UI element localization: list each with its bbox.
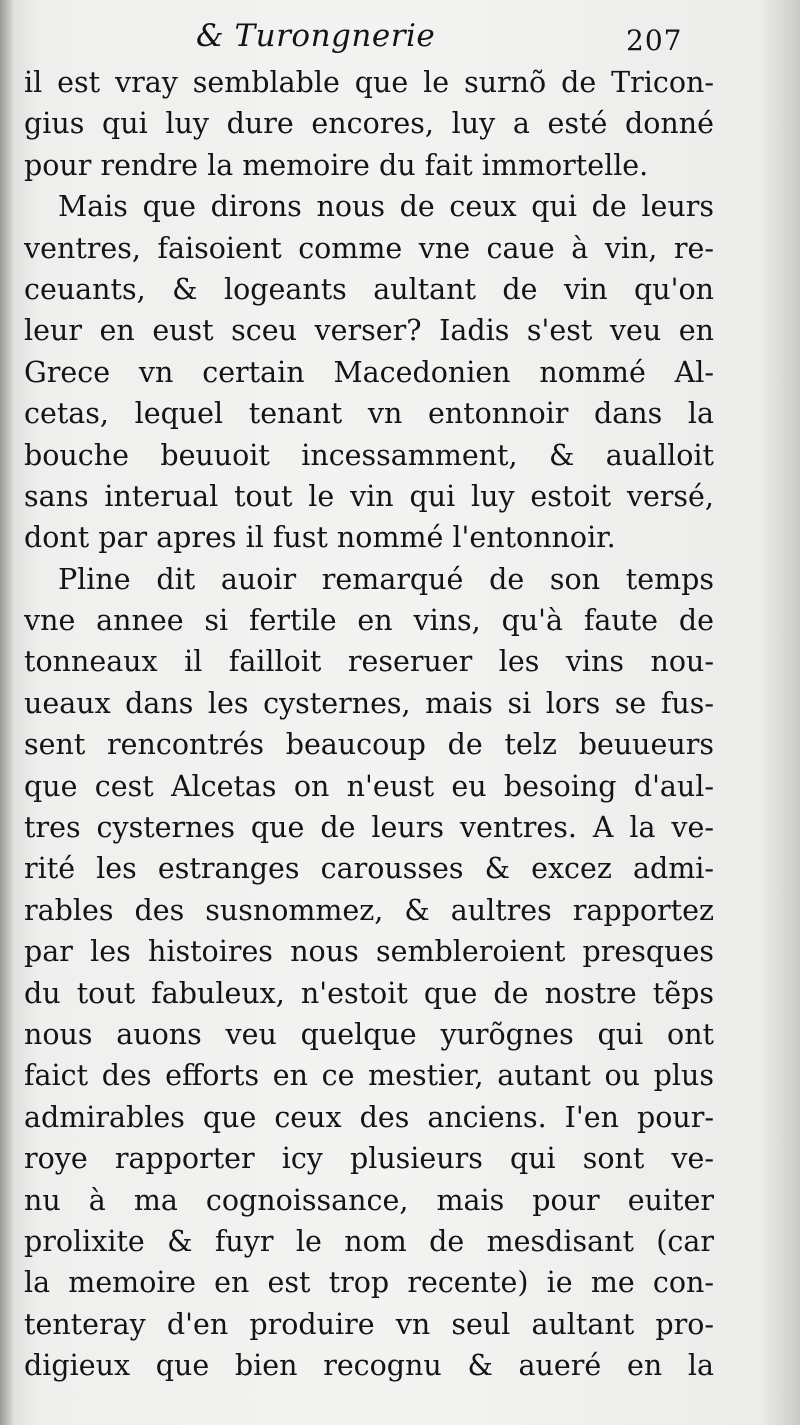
page-edge-shade [760,0,800,1425]
text-line: ueaux dans les cysternes, mais si lors se fus- [24,686,714,720]
text-line: du tout fabuleux, n'estoit que de nostre tẽps [24,976,714,1010]
text-line: vne annee si fertile en vins, qu'à faute de [24,604,714,638]
text-line: tenteray d'en produire vn seul aultant pro- [24,1307,714,1341]
text-line: sent rencontrés beaucoup de telz beuueurs [24,728,714,762]
running-title: & Turongnerie [196,18,436,54]
body-text [24,62,714,1387]
text-line: bouche beuuoit incessamment, & aualloit [24,438,714,472]
text-line: Mais que dirons nous de ceux qui de leurs [58,190,714,224]
text-line: rité les estranges carousses & excez admi- [24,852,714,886]
text-line: que cest Alcetas on n'eust eu besoing d'aul- [24,769,714,803]
text-line: roye rapporter icy plusieurs qui sont ve- [24,1142,714,1176]
text-line: tres cysternes que de leurs ventres. A la ve- [24,811,714,845]
text-line: rables des susnommez, & aultres rapportez [24,893,714,927]
text-line: ventres, faisoient comme vne caue à vin, re- [24,231,714,265]
text-line: leur en eust sceu verser? Iadis s'est veu en [24,314,714,348]
text-line: il est vray semblable que le surnõ de Tricon- [24,66,714,99]
text-line: nu à ma cognoissance, mais pour euiter [24,1183,714,1217]
text-line: sans interual tout le vin qui luy estoit versé, [24,479,714,513]
text-line: digieux que bien recognu & aueré en la [24,1349,714,1383]
gutter-shadow [0,0,14,1425]
text-line: nous auons veu quelque yurõgnes qui ont [24,1017,714,1051]
text-line: Grece vn certain Macedonien nommé Al- [24,355,714,389]
text-line: par les histoires nous sembleroient presques [24,935,714,969]
text-line: gius qui luy dure encores, luy a esté donné [24,107,714,141]
text-line: cetas, lequel tenant vn entonnoir dans la [24,397,714,431]
text-line: pour rendre la memoire du fait immortelle. [24,148,649,182]
page-number: 207 [626,24,683,57]
text-line: Pline dit auoir remarqué de son temps [58,562,714,596]
text-line: dont par apres il fust nommé l'entonnoir. [24,521,616,555]
text-line: admirables que ceux des anciens. I'en pour- [24,1100,714,1134]
text-line: prolixite & fuyr le nom de mesdisant (car [24,1224,714,1258]
text-line: faict des efforts en ce mestier, autant ou plus [24,1059,714,1093]
text-line: ceuants, & logeants aultant de vin qu'on [24,272,714,306]
text-line: la memoire en est trop recente) ie me con- [24,1266,714,1300]
text-line: tonneaux il failloit reseruer les vins nou- [24,645,714,679]
